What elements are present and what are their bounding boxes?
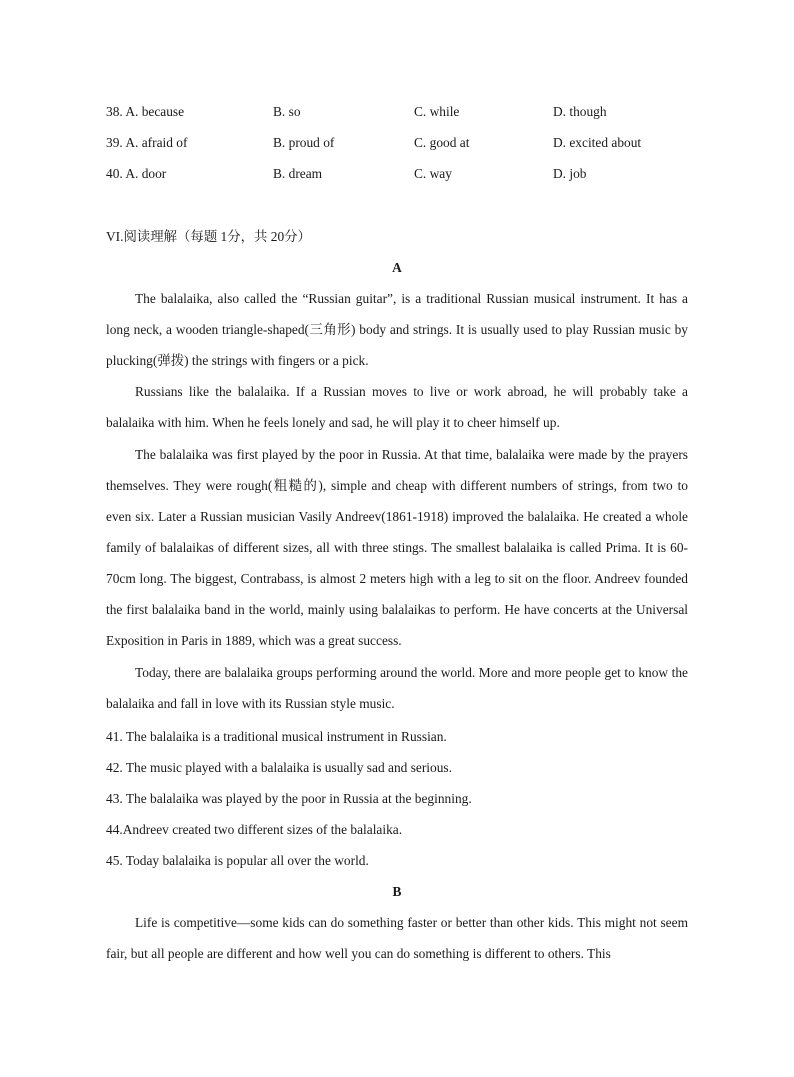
passage-b-paragraph-1: Life is competitive—some kids can do something faster or better than other kids. This might not seem fair, but all people are different and how well you can do something is different to others. This [106, 915, 688, 961]
option-d: D. excited about [553, 135, 642, 150]
passage-a-paragraph-1: The balalaika, also called the “Russian guitar”, is a traditional Russian musical instrument. It has a long neck, a wooden triangle-shaped(三角形) body and strings. It is usually used to play Russian music by plucking(弹拨) the strings with fingers or a pick. [106, 291, 688, 368]
question-45: 45. Today balalaika is popular all over the world. [106, 853, 369, 868]
passage-a-paragraph-2: Russians like the balalaika. If a Russian moves to live or work abroad, he will probably take a balalaika with him. When he feels lonely and sad, he will play it to cheer himself up. [106, 384, 688, 430]
option-row-39 [106, 133, 696, 153]
option-b: B. proud of [273, 135, 335, 150]
question-42: 42. The music played with a balalaika is usually sad and serious. [106, 760, 452, 775]
option-c: C. good at [414, 135, 470, 150]
option-d: D. though [553, 104, 607, 119]
option-c: C. while [414, 104, 460, 119]
question-44: 44.Andreev created two different sizes of the balalaika. [106, 822, 403, 837]
option-row-40 [106, 164, 696, 184]
passage-a-paragraph-3: The balalaika was first played by the poor in Russia. At that time, balalaika were made by the prayers themselves. They were rough(粗糙的), simple and cheap with different numbers of strings, from two to even six. Later a Russian musician Vasily Andreev(1861-1918) improved the balalaika. He created a whole family of balalaikas of different sizes, all with three stings. The smallest balalaika is called Prima. It is 60-70cm long. The biggest, Contrabass, is almost 2 meters high with a leg to sit on the floor. Andreev founded the first balalaika band in the world, mainly using balalaikas to perform. He have concerts at the Universal Exposition in Paris in 1889, which was a great success. [106, 447, 688, 648]
section-title: VI.阅读理解（每题 1分，共 20分） [106, 229, 311, 244]
question-41: 41. The balalaika is a traditional musical instrument in Russian. [106, 729, 447, 744]
option-a: 40. A. door [106, 166, 167, 181]
question-43: 43. The balalaika was played by the poor in Russia at the beginning. [106, 791, 472, 806]
passage-a-label: A [392, 260, 402, 275]
option-a: 38. A. because [106, 104, 185, 119]
option-d: D. job [553, 166, 587, 181]
option-b: B. dream [273, 166, 323, 181]
option-a: 39. A. afraid of [106, 135, 188, 150]
option-row-38 [106, 102, 696, 122]
passage-a-paragraph-4: Today, there are balalaika groups performing around the world. More and more people get to know the balalaika and fall in love with its Russian style music. [106, 665, 688, 711]
passage-b-label: B [392, 884, 402, 899]
option-c: C. way [414, 166, 452, 181]
option-b: B. so [273, 104, 301, 119]
